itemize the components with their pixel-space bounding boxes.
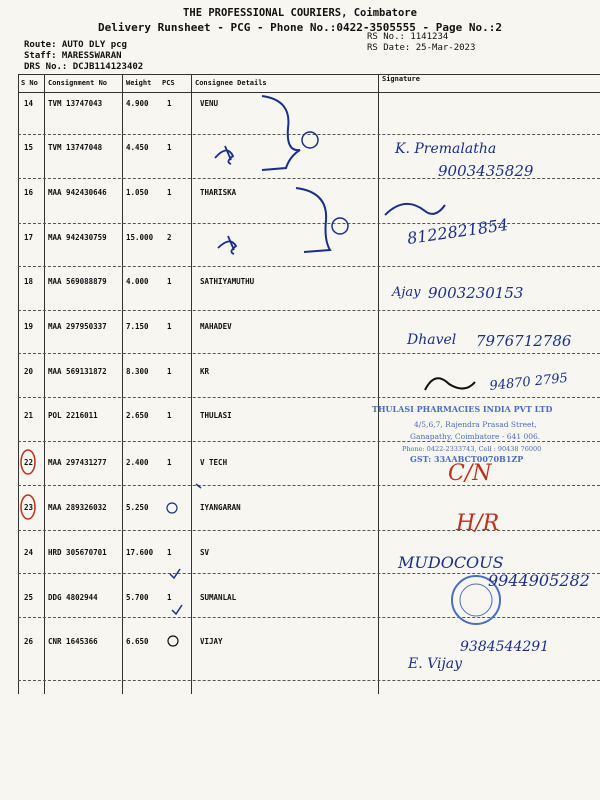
row-consignment: TVM 13747048 [48, 143, 103, 152]
row-consignment: MAA 942430759 [48, 233, 107, 242]
row-sno: 23 [24, 503, 34, 512]
row-pcs: 1 [167, 99, 172, 108]
row-divider [18, 530, 600, 531]
row-sno: 25 [24, 593, 34, 602]
signature-24: MUDOCOUS [398, 553, 504, 572]
row-consignment: HRD 305670701 [48, 548, 107, 557]
row-consignee: KR [200, 367, 210, 376]
phone-20: 94870 2795 [488, 370, 569, 394]
column-divider [122, 74, 123, 694]
row-sno: 15 [24, 143, 34, 152]
row-weight: 8.300 [126, 367, 149, 376]
column-divider [191, 74, 192, 694]
initials-mark [218, 236, 236, 254]
row-weight: 5.250 [126, 503, 149, 512]
row-sno: 24 [24, 548, 34, 557]
row-weight: 2.400 [126, 458, 149, 467]
row-sno: 20 [24, 367, 34, 376]
row-consignee: VIJAY [200, 637, 223, 646]
row-pcs: 2 [167, 233, 172, 242]
header-consignee: Consignee Details [195, 79, 267, 87]
row-consignee: VENU [200, 99, 219, 108]
row-consignment: MAA 569131872 [48, 367, 107, 376]
row-sno: 26 [24, 637, 34, 646]
signature-18: Ajay [392, 285, 421, 300]
row-consignee: SUMANLAL [200, 593, 237, 602]
company-title: THE PROFESSIONAL COURIERS, Coimbatore [183, 7, 417, 19]
phone-15: 9003435829 [438, 162, 534, 180]
row-divider [18, 310, 600, 311]
row-weight: 15.000 [126, 233, 154, 242]
row-consignee: THULASI [200, 411, 232, 420]
row-sno: 19 [24, 322, 34, 331]
signature-26: E. Vijay [408, 656, 463, 672]
phone-25: 9944905282 [488, 571, 590, 590]
signature-20 [425, 378, 475, 390]
phone-18: 9003230153 [428, 284, 524, 302]
brace-mark [262, 96, 300, 170]
row-sno: 16 [24, 188, 34, 197]
table-top-border [18, 74, 600, 75]
row-sno: 21 [24, 411, 34, 420]
svg-text:Phone: 0422-2333743, Cell : 90: Phone: 0422-2333743, Cell : 90438 76000 [402, 445, 542, 453]
row-divider [18, 178, 600, 179]
row-pcs: 1 [167, 322, 172, 331]
row-consignment: MAA 297431277 [48, 458, 107, 467]
row-divider [18, 353, 600, 354]
count-circle-mark [332, 218, 348, 234]
row-weight: 2.650 [126, 411, 149, 420]
svg-text:4/5,6,7, Rajendra Prasad Stree: 4/5,6,7, Rajendra Prasad Street, [414, 420, 537, 429]
row-consignee: SATHIYAMUTHU [200, 277, 255, 286]
row-divider [18, 134, 600, 135]
drs-number: DRS No.: DCJB114123402 [24, 62, 144, 72]
row-weight: 7.150 [126, 322, 149, 331]
row-weight: 17.600 [126, 548, 154, 557]
signature-16 [385, 204, 445, 215]
row-sno: 22 [24, 458, 34, 467]
column-divider [44, 74, 45, 694]
rs-date: RS Date: 25-Mar-2023 [367, 43, 476, 53]
row-pcs: 1 [167, 593, 172, 602]
header-sno: S No [21, 79, 38, 87]
row-consignee: MAHADEV [200, 322, 232, 331]
row-pcs: 1 [167, 458, 172, 467]
row-weight: 4.000 [126, 277, 149, 286]
row-consignee: IYANGARAN [200, 503, 241, 512]
phone-19: 7976712786 [476, 332, 572, 350]
svg-text:GST: 33AABCT0070B1ZP: GST: 33AABCT0070B1ZP [410, 454, 524, 464]
rs-number: RS No.: 1141234 [367, 32, 449, 42]
row-divider [18, 617, 600, 618]
row-divider [18, 223, 600, 224]
row-consignee: V TECH [200, 458, 228, 467]
signature-15: K. Premalatha [395, 141, 497, 157]
row-divider [18, 266, 600, 267]
row-sno: 18 [24, 277, 34, 286]
column-divider [18, 74, 19, 694]
pcs-circle-mark [167, 503, 177, 513]
row-pcs: 1 [167, 548, 172, 557]
runsheet-title: Delivery Runsheet - PCG - Phone No.:0422-3505555 - Page No.:2 [98, 21, 502, 34]
row-consignment: MAA 569088879 [48, 277, 107, 286]
row-pcs: 1 [167, 367, 172, 376]
row-weight: 1.050 [126, 188, 149, 197]
row-consignee: THARISKA [200, 188, 237, 197]
header-weight: Weight [126, 79, 152, 87]
route-label: Route: AUTO DLY pcg [24, 40, 127, 50]
row-pcs: 1 [167, 188, 172, 197]
header-bottom-border [18, 92, 600, 93]
brace-mark [296, 188, 330, 252]
header-consignment: Consignment No [48, 79, 108, 87]
row-weight: 4.900 [126, 99, 149, 108]
company-stamp [372, 404, 553, 464]
row-consignment: CNR 1645366 [48, 637, 98, 646]
row-sno: 14 [24, 99, 34, 108]
row-pcs: 1 [167, 277, 172, 286]
row-divider [18, 441, 600, 442]
tick-mark [172, 605, 182, 614]
row-consignment: MAA 289326032 [48, 503, 107, 512]
row-consignment: DDG 4802944 [48, 593, 98, 602]
row-consignee: SV [200, 548, 210, 557]
staff-label: Staff: MARESSWARAN [24, 51, 122, 61]
phone-17: 8122821854 [405, 214, 510, 248]
row-consignment: MAA 942430646 [48, 188, 107, 197]
mark-hr: H/R [456, 511, 500, 536]
signature-19: Dhavel [407, 332, 457, 348]
row-weight: 4.450 [126, 143, 149, 152]
column-divider [378, 74, 379, 694]
header-signature: Signature [382, 75, 420, 83]
pcs-circle-mark [168, 636, 178, 646]
row-divider [18, 573, 600, 574]
phone-26: 9384544291 [460, 639, 550, 655]
row-weight: 6.650 [126, 637, 149, 646]
row-pcs: 1 [167, 411, 172, 420]
row-divider [18, 680, 600, 681]
row-pcs: 1 [167, 143, 172, 152]
row-consignment: POL 2216011 [48, 411, 98, 420]
initials-mark [215, 146, 233, 164]
round-stamp-inner [460, 584, 492, 616]
svg-text:Ganapathy, Coimbatore - 641 00: Ganapathy, Coimbatore - 641 006. [410, 432, 541, 441]
svg-text:THULASI PHARMACIES INDIA PVT L: THULASI PHARMACIES INDIA PVT LTD [372, 404, 553, 414]
header-pcs: PCS [162, 79, 175, 87]
row-divider [18, 485, 600, 486]
row-sno: 17 [24, 233, 34, 242]
row-divider [18, 397, 600, 398]
mark-cn: C/N [448, 461, 492, 486]
row-consignment: MAA 297950337 [48, 322, 107, 331]
row-consignment: TVM 13747043 [48, 99, 103, 108]
row-weight: 5.700 [126, 593, 149, 602]
